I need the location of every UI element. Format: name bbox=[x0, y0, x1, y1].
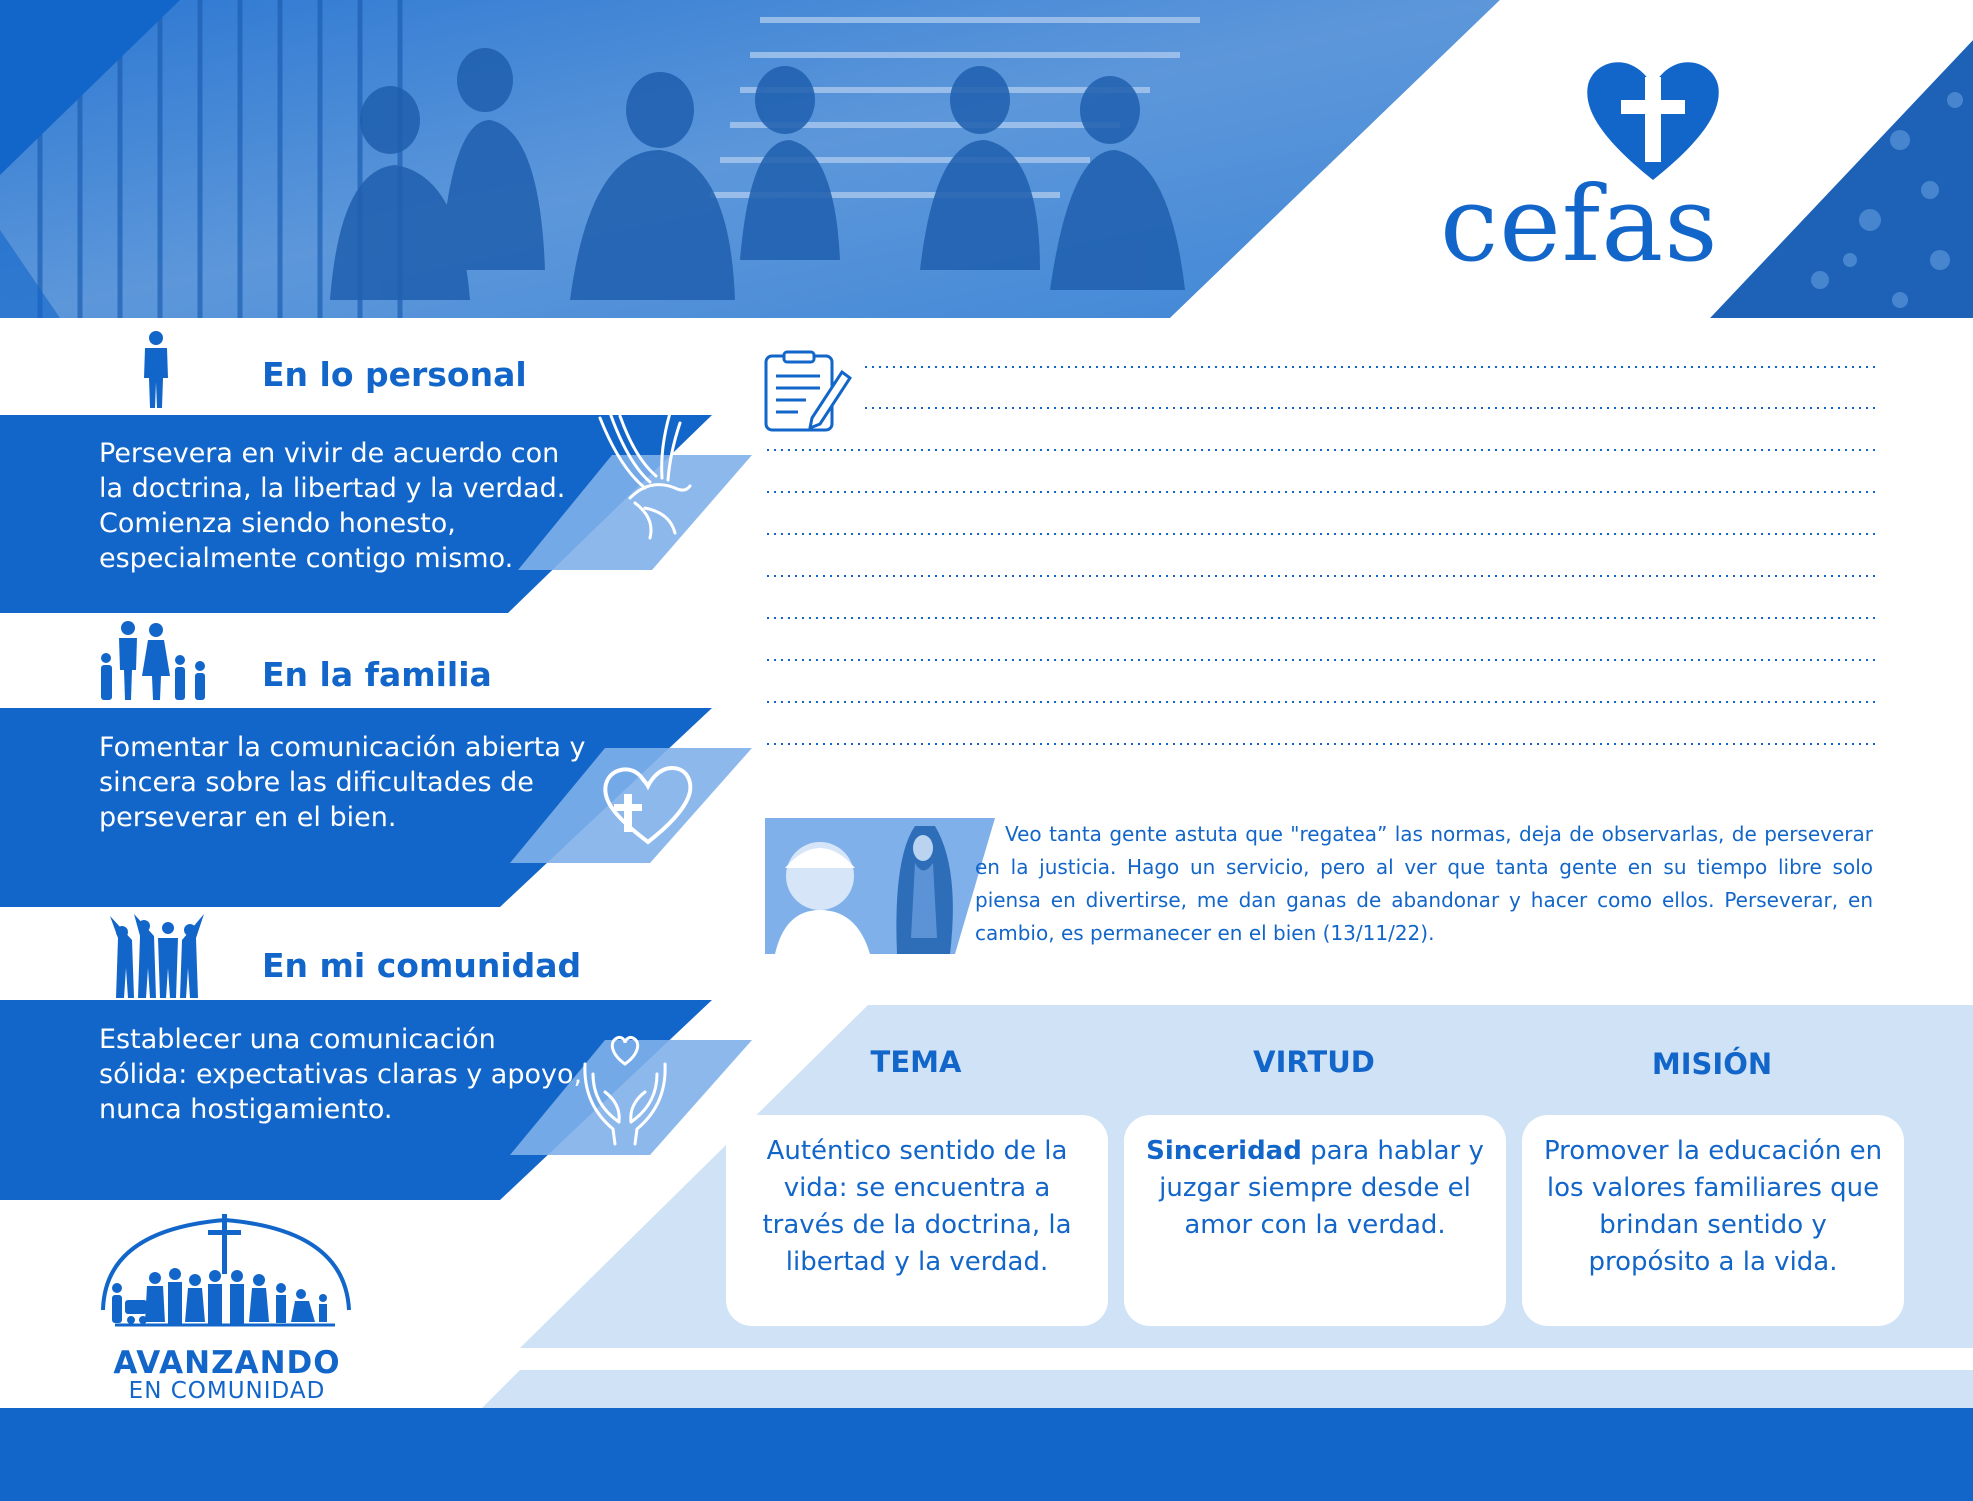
column-title-virtud: VIRTUD bbox=[1253, 1045, 1375, 1079]
section-title-community: En mi comunidad bbox=[262, 946, 582, 985]
card-virtud-bold: Sinceridad bbox=[1146, 1136, 1302, 1166]
card-tema-text: Auténtico sentido de la vida: se encuentra a través de la doctrina, la libertad y la verdad. bbox=[762, 1136, 1072, 1277]
person-icon bbox=[141, 330, 171, 408]
cefas-wordmark: cefas bbox=[1440, 163, 1719, 285]
card-mision-text: Promover la educación en los valores familiares que brindan sentido y propósito a la vida. bbox=[1543, 1136, 1883, 1277]
avanzando-logo-icon bbox=[95, 1210, 355, 1338]
section-title-personal: En lo personal bbox=[262, 355, 527, 394]
card-virtud bbox=[1124, 1115, 1506, 1326]
heart-cross-icon bbox=[600, 762, 696, 848]
section-body-family: Fomentar la comunicación abierta y sincera sobre las dificultades de perseverar en el bien. bbox=[99, 732, 586, 833]
brand-line-2: EN COMUNIDAD bbox=[128, 1378, 326, 1404]
quote-text: Veo tanta gente astuta que "regatea” las normas, deja de observarlas, de perseverar en la justicia. Hago un servicio, pero al ver que tanta gente en su tiempo libre solo piensa en divertirse, me dan ganas de abandonar y hacer como ellos. Perseverar, en cambio, es permanecer en el bien (13/11/22). bbox=[975, 822, 1873, 945]
card-tema bbox=[726, 1115, 1108, 1326]
section-title-family: En la familia bbox=[262, 655, 492, 694]
section-body-community: Establecer una comunicación sólida: expectativas claras y apoyo, nunca hostigamiento. bbox=[99, 1024, 583, 1125]
quote-image bbox=[765, 818, 995, 954]
brand-line-1: AVANZANDO bbox=[113, 1345, 341, 1381]
hands-heart-icon bbox=[575, 1034, 675, 1146]
column-title-tema: TEMA bbox=[870, 1045, 962, 1079]
card-mision bbox=[1522, 1115, 1904, 1326]
card-virtud-text: para hablar y juzgar siempre desde el amor con la verdad. bbox=[1159, 1136, 1484, 1240]
cefas-logo bbox=[1440, 55, 1740, 295]
family-icon bbox=[98, 620, 216, 700]
dove-icon bbox=[590, 408, 700, 548]
section-body-personal: Persevera en vivir de acuerdo con la doctrina, la libertad y la verdad. Comienza siendo honesto, especialmente contigo mismo. bbox=[99, 438, 566, 574]
writing-lines bbox=[760, 350, 1890, 770]
column-title-mision: MISIÓN bbox=[1651, 1047, 1773, 1081]
community-icon bbox=[110, 914, 206, 998]
